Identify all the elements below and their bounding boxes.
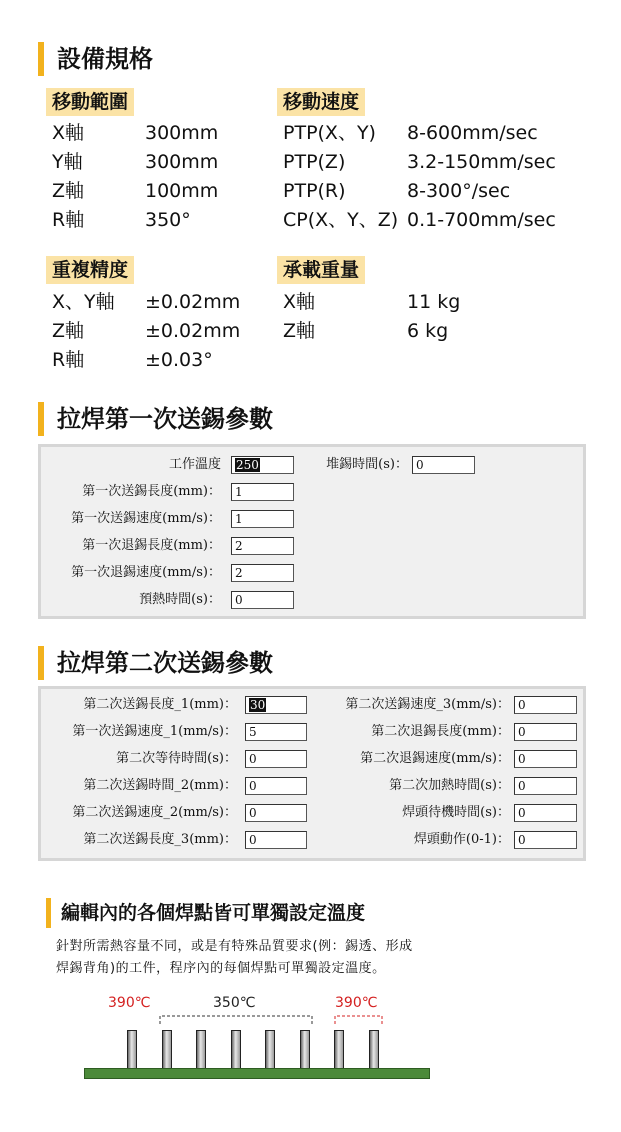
solder-pin <box>300 1030 310 1070</box>
feed2-speed2-input[interactable]: 0 <box>245 804 307 822</box>
field-label: 第二次加熱時間(s)： <box>389 778 510 793</box>
feed1-length-input[interactable]: 1 <box>231 483 294 501</box>
retract2-length-input[interactable]: 0 <box>514 723 577 741</box>
temp-section-title: 編輯內的各個焊點皆可單獨設定溫度 <box>46 898 365 928</box>
payload-title: 承載重量 <box>277 256 365 284</box>
head-action-input[interactable]: 0 <box>514 831 577 849</box>
spec-axis: R軸 <box>52 209 85 231</box>
field-label: 第二次等待時間(s)： <box>116 751 237 766</box>
solder-pin <box>162 1030 172 1070</box>
temp-label-middle: 350℃ <box>213 995 256 1011</box>
repeatability-title: 重複精度 <box>46 256 134 284</box>
solder-pin <box>231 1030 241 1070</box>
pile-time-input[interactable]: 0 <box>412 456 475 474</box>
field-label: 第一次送錫速度_1(mm/s)： <box>72 724 237 739</box>
spec-value: 300mm <box>145 122 219 144</box>
spec-axis: X軸 <box>52 122 85 144</box>
panel2-title: 拉焊第二次送錫參數 <box>38 646 273 680</box>
spec-axis: Z軸 <box>52 180 85 202</box>
field-label: 第一次退錫長度(mm)： <box>82 538 221 553</box>
feed-speed1-input[interactable]: 5 <box>245 723 307 741</box>
field-label: 第二次退錫速度(mm/s)： <box>360 751 510 766</box>
field-label: 第一次退錫速度(mm/s)： <box>71 565 221 580</box>
solder-pin <box>334 1030 344 1070</box>
preheat-time-input[interactable]: 0 <box>231 591 294 609</box>
temp-label-left: 390℃ <box>108 995 151 1011</box>
spec-value: 3.2-150mm/sec <box>407 151 556 173</box>
spec-axis: PTP(R) <box>283 180 346 202</box>
spec-axis: PTP(X、Y) <box>283 122 376 144</box>
feed2-time2-input[interactable]: 0 <box>245 777 307 795</box>
solder-pin <box>196 1030 206 1070</box>
field-label: 第二次送錫長度_1(mm)： <box>83 697 237 712</box>
field-label: 第二次送錫長度_3(mm)： <box>83 832 237 847</box>
right-bracket <box>335 1016 382 1024</box>
spec-value: ±0.02mm <box>145 320 241 342</box>
field-label: 預熱時間(s)： <box>139 592 221 607</box>
feed2-speed3-input[interactable]: 0 <box>514 696 577 714</box>
head-standby-time-input[interactable]: 0 <box>514 804 577 822</box>
field-label: 第二次送錫時間_2(mm)： <box>83 778 237 793</box>
spec-axis: Y軸 <box>52 151 83 173</box>
spec-value: 8-300°/sec <box>407 180 511 202</box>
temp-desc-line2: 焊錫背角)的工件，程序內的每個焊點可單獨設定溫度。 <box>56 961 386 976</box>
spec-value: 0.1-700mm/sec <box>407 209 556 231</box>
field-label: 焊頭動作(0-1)： <box>413 832 510 847</box>
spec-axis: R軸 <box>52 349 85 371</box>
field-label: 工作溫度 <box>168 457 221 472</box>
spec-value: 8-600mm/sec <box>407 122 538 144</box>
field-label: 第二次送錫速度_3(mm/s)： <box>345 697 510 712</box>
feed2-length1-input[interactable]: 30 <box>245 696 307 714</box>
field-label: 第一次送錫長度(mm)： <box>82 484 221 499</box>
panel1-title: 拉焊第一次送錫參數 <box>38 402 273 436</box>
field-label: 第二次送錫速度_2(mm/s)： <box>72 805 237 820</box>
field-label: 堆錫時間(s)： <box>326 457 408 472</box>
middle-bracket <box>160 1016 312 1024</box>
pcb-board <box>84 1068 430 1079</box>
field-label: 焊頭待機時間(s)： <box>402 805 510 820</box>
spec-axis: X軸 <box>283 291 316 313</box>
spec-value: 300mm <box>145 151 219 173</box>
wait2-time-input[interactable]: 0 <box>245 750 307 768</box>
spec-value: 100mm <box>145 180 219 202</box>
spec-value: ±0.02mm <box>145 291 241 313</box>
retract1-length-input[interactable]: 2 <box>231 537 294 555</box>
spec-section-title: 設備規格 <box>38 42 153 76</box>
spec-value: 350° <box>145 209 191 231</box>
field-label: 第一次送錫速度(mm/s)： <box>71 511 221 526</box>
work-temp-input[interactable]: 250 <box>231 456 294 474</box>
feed2-length3-input[interactable]: 0 <box>245 831 307 849</box>
solder-pin <box>265 1030 275 1070</box>
spec-axis: PTP(Z) <box>283 151 346 173</box>
spec-value: ±0.03° <box>145 349 213 371</box>
feed1-speed-input[interactable]: 1 <box>231 510 294 528</box>
retract2-speed-input[interactable]: 0 <box>514 750 577 768</box>
retract1-speed-input[interactable]: 2 <box>231 564 294 582</box>
spec-axis: CP(X、Y、Z) <box>283 209 399 231</box>
move-speed-title: 移動速度 <box>277 88 365 116</box>
solder-pin <box>369 1030 379 1070</box>
spec-axis: X、Y軸 <box>52 291 115 313</box>
temp-desc-line1: 針對所需熱容量不同，或是有特殊品質要求(例：錫透、形成 <box>56 939 413 954</box>
move-range-title: 移動範圍 <box>46 88 134 116</box>
spec-axis: Z軸 <box>283 320 316 342</box>
field-label: 第二次退錫長度(mm)： <box>371 724 510 739</box>
solder-pin <box>127 1030 137 1070</box>
spec-axis: Z軸 <box>52 320 85 342</box>
heat2-time-input[interactable]: 0 <box>514 777 577 795</box>
temp-label-right: 390℃ <box>335 995 378 1011</box>
spec-value: 6 kg <box>407 320 449 342</box>
spec-value: 11 kg <box>407 291 461 313</box>
